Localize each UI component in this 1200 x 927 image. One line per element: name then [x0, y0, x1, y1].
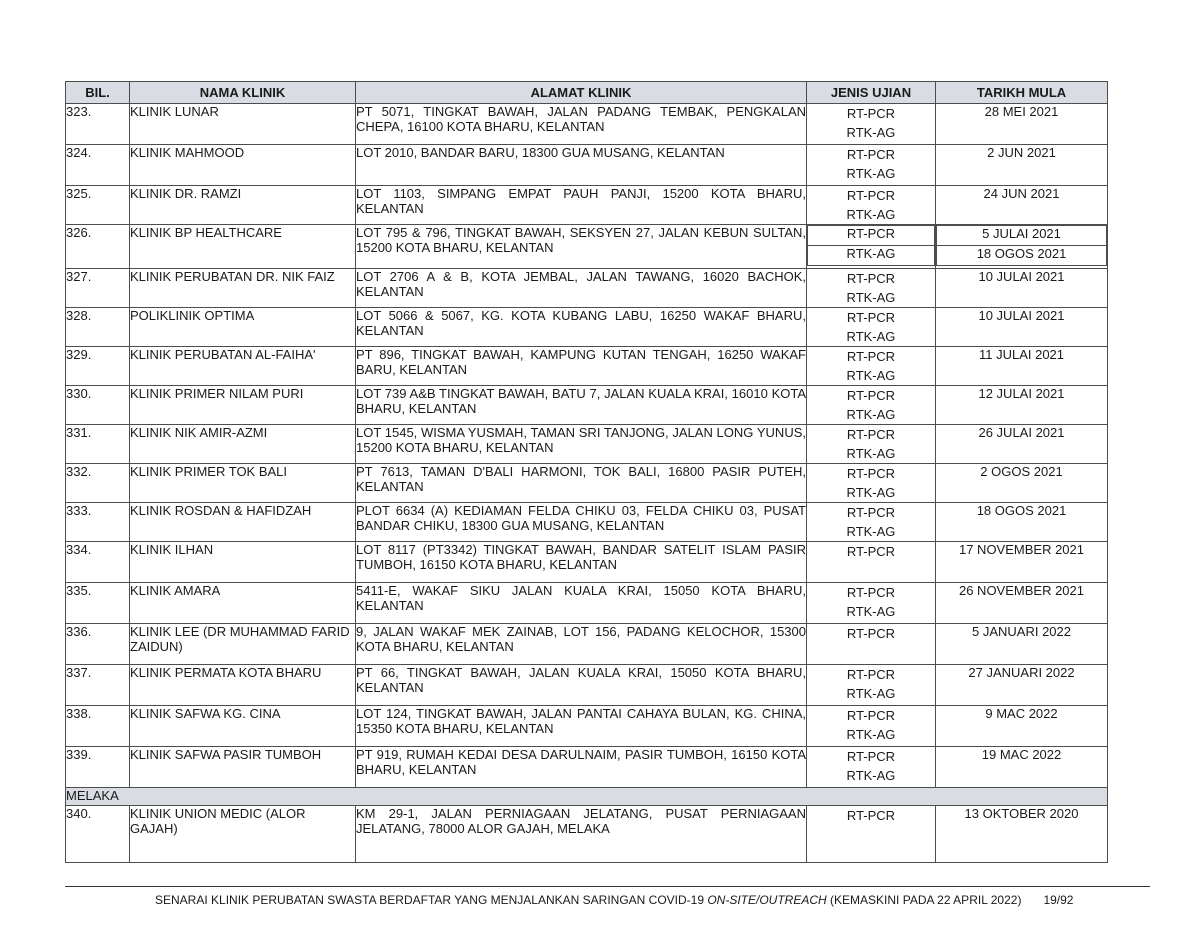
row-no: 330.	[66, 386, 130, 425]
row-no: 339.	[66, 747, 130, 788]
table-row	[66, 269, 1108, 308]
footer-text-date: (KEMASKINI PADA 22 APRIL 2022)	[826, 893, 1022, 907]
test-types	[807, 386, 936, 425]
start-date: 26 JULAI 2021	[936, 425, 1108, 464]
clinic-address: KM 29-1, JALAN PERNIAGAAN JELATANG, PUSAT PERNIAGAAN JELATANG, 78000 ALOR GAJAH, MELAKA	[356, 806, 807, 863]
row-no: 329.	[66, 347, 130, 386]
clinic-address: PT 5071, TINGKAT BAWAH, JALAN PADANG TEMBAK, PENGKALAN CHEPA, 16100 KOTA BHARU, KELANTAN	[356, 104, 807, 145]
clinic-name: KLINIK LEE (DR MUHAMMAD FARID ZAIDUN)	[130, 624, 356, 665]
clinic-name: KLINIK AMARA	[130, 583, 356, 624]
row-no: 326.	[66, 225, 130, 269]
start-date: 28 MEI 2021	[936, 104, 1108, 145]
test-types	[807, 706, 936, 747]
start-date: 24 JUN 2021	[936, 186, 1108, 225]
clinic-name: KLINIK DR. RAMZI	[130, 186, 356, 225]
section-row	[66, 788, 1108, 806]
test-type: RT-PCR	[846, 708, 896, 723]
test-type: RT-PCR	[846, 808, 896, 823]
test-type: RT-PCR	[846, 667, 896, 682]
start-date: 26 NOVEMBER 2021	[936, 583, 1108, 624]
start-date: 10 JULAI 2021	[936, 269, 1108, 308]
test-type: RTK-AG	[846, 125, 896, 140]
test-type: RTK-AG	[846, 368, 896, 383]
test-type: RT-PCR	[846, 388, 896, 403]
start-date: 5 JANUARI 2022	[936, 624, 1108, 665]
row-no: 324.	[66, 145, 130, 186]
row-no: 325.	[66, 186, 130, 225]
clinic-address: LOT 795 & 796, TINGKAT BAWAH, SEKSYEN 27, JALAN KEBUN SULTAN, 15200 KOTA BHARU, KELANTAN	[356, 225, 807, 269]
test-types	[807, 425, 936, 464]
test-type: RT-PCR	[846, 749, 896, 764]
table-row	[66, 665, 1108, 706]
test-types	[807, 269, 936, 308]
start-date: 10 JULAI 2021	[936, 308, 1108, 347]
start-date: 12 JULAI 2021	[936, 386, 1108, 425]
clinic-name: KLINIK SAFWA PASIR TUMBOH	[130, 747, 356, 788]
clinic-address: LOT 1103, SIMPANG EMPAT PAUH PANJI, 15200 KOTA BHARU, KELANTAN	[356, 186, 807, 225]
start-date: 5 JULAI 2021	[937, 226, 1107, 246]
row-no: 323.	[66, 104, 130, 145]
test-type: RTK-AG	[846, 727, 896, 742]
table-header-row	[66, 82, 1108, 104]
row-no: 337.	[66, 665, 130, 706]
table-row	[66, 145, 1108, 186]
table-row	[66, 706, 1108, 747]
test-type: RTK-AG	[808, 246, 935, 266]
start-date: 13 OKTOBER 2020	[936, 806, 1108, 863]
test-type: RTK-AG	[846, 485, 896, 500]
start-date: 19 MAC 2022	[936, 747, 1108, 788]
row-no: 336.	[66, 624, 130, 665]
test-type: RTK-AG	[846, 686, 896, 701]
header-test: JENIS UJIAN	[807, 82, 936, 104]
page-footer	[155, 893, 1073, 907]
start-date: 18 OGOS 2021	[937, 246, 1107, 266]
table-row	[66, 503, 1108, 542]
start-dates	[936, 225, 1108, 269]
table-row	[66, 104, 1108, 145]
test-types	[807, 583, 936, 624]
clinic-address: LOT 2010, BANDAR BARU, 18300 GUA MUSANG, KELANTAN	[356, 145, 807, 186]
footer-divider	[65, 886, 1150, 887]
clinic-name: KLINIK SAFWA KG. CINA	[130, 706, 356, 747]
test-types	[807, 624, 936, 665]
test-type: RT-PCR	[846, 585, 896, 600]
table-row	[66, 347, 1108, 386]
test-types	[807, 542, 936, 583]
table-row	[66, 186, 1108, 225]
clinic-name: KLINIK BP HEALTHCARE	[130, 225, 356, 269]
header-name: NAMA KLINIK	[130, 82, 356, 104]
table-row	[66, 225, 1108, 269]
table-row	[66, 308, 1108, 347]
row-no: 332.	[66, 464, 130, 503]
test-type: RT-PCR	[846, 505, 896, 520]
clinic-name: KLINIK PERMATA KOTA BHARU	[130, 665, 356, 706]
page-number: 19/92	[1043, 893, 1074, 907]
clinic-address: PT 7613, TAMAN D'BALI HARMONI, TOK BALI, 16800 PASIR PUTEH, KELANTAN	[356, 464, 807, 503]
test-types	[807, 665, 936, 706]
clinic-address: LOT 8117 (PT3342) TINGKAT BAWAH, BANDAR SATELIT ISLAM PASIR TUMBOH, 16150 KOTA BHARU, KELANTAN	[356, 542, 807, 583]
test-type: RTK-AG	[846, 207, 896, 222]
row-no: 333.	[66, 503, 130, 542]
clinic-address: LOT 124, TINGKAT BAWAH, JALAN PANTAI CAHAYA BULAN, KG. CHINA, 15350 KOTA BHARU, KELANTAN	[356, 706, 807, 747]
clinic-name: KLINIK NIK AMIR-AZMI	[130, 425, 356, 464]
start-date: 2 OGOS 2021	[936, 464, 1108, 503]
clinic-address: LOT 739 A&B TINGKAT BAWAH, BATU 7, JALAN KUALA KRAI, 16010 KOTA BHARU, KELANTAN	[356, 386, 807, 425]
table-row	[66, 542, 1108, 583]
test-type: RT-PCR	[846, 544, 896, 559]
test-types	[807, 503, 936, 542]
row-no: 340.	[66, 806, 130, 863]
clinic-name: KLINIK PRIMER NILAM PURI	[130, 386, 356, 425]
test-types	[807, 186, 936, 225]
start-date: 11 JULAI 2021	[936, 347, 1108, 386]
test-type: RT-PCR	[846, 626, 896, 641]
test-types	[807, 104, 936, 145]
clinic-name: KLINIK PRIMER TOK BALI	[130, 464, 356, 503]
test-type: RT-PCR	[846, 147, 896, 162]
clinic-name: KLINIK ROSDAN & HAFIDZAH	[130, 503, 356, 542]
clinic-address: PT 66, TINGKAT BAWAH, JALAN KUALA KRAI, 15050 KOTA BHARU, KELANTAN	[356, 665, 807, 706]
test-types	[807, 308, 936, 347]
row-no: 334.	[66, 542, 130, 583]
test-type: RT-PCR	[846, 466, 896, 481]
clinic-name: KLINIK LUNAR	[130, 104, 356, 145]
section-title: MELAKA	[66, 788, 1108, 806]
clinic-table	[65, 81, 1108, 863]
table-row	[66, 386, 1108, 425]
row-no: 338.	[66, 706, 130, 747]
row-no: 327.	[66, 269, 130, 308]
test-types	[807, 464, 936, 503]
test-type: RTK-AG	[846, 407, 896, 422]
clinic-name: KLINIK MAHMOOD	[130, 145, 356, 186]
test-types	[807, 145, 936, 186]
clinic-address: LOT 5066 & 5067, KG. KOTA KUBANG LABU, 16250 WAKAF BHARU, KELANTAN	[356, 308, 807, 347]
test-type: RT-PCR	[808, 226, 935, 246]
test-type: RTK-AG	[846, 446, 896, 461]
table-row	[66, 425, 1108, 464]
test-type: RT-PCR	[846, 188, 896, 203]
clinic-name: KLINIK ILHAN	[130, 542, 356, 583]
test-type: RT-PCR	[846, 271, 896, 286]
header-address: ALAMAT KLINIK	[356, 82, 807, 104]
test-types	[807, 806, 936, 863]
test-type: RTK-AG	[846, 604, 896, 619]
clinic-address: PT 919, RUMAH KEDAI DESA DARULNAIM, PASIR TUMBOH, 16150 KOTA BHARU, KELANTAN	[356, 747, 807, 788]
test-type: RT-PCR	[846, 427, 896, 442]
table-row	[66, 583, 1108, 624]
test-type: RTK-AG	[846, 768, 896, 783]
clinic-address: LOT 2706 A & B, KOTA JEMBAL, JALAN TAWANG, 16020 BACHOK, KELANTAN	[356, 269, 807, 308]
test-type: RTK-AG	[846, 524, 896, 539]
row-no: 328.	[66, 308, 130, 347]
start-date: 18 OGOS 2021	[936, 503, 1108, 542]
test-type: RT-PCR	[846, 106, 896, 121]
clinic-address: PT 896, TINGKAT BAWAH, KAMPUNG KUTAN TENGAH, 16250 WAKAF BARU, KELANTAN	[356, 347, 807, 386]
header-date: TARIKH MULA	[936, 82, 1108, 104]
footer-text-italic: ON-SITE/OUTREACH	[707, 893, 827, 907]
test-type: RT-PCR	[846, 310, 896, 325]
test-types	[807, 225, 936, 269]
clinic-name: KLINIK PERUBATAN DR. NIK FAIZ	[130, 269, 356, 308]
footer-text: SENARAI KLINIK PERUBATAN SWASTA BERDAFTAR YANG MENJALANKAN SARINGAN COVID-19	[155, 893, 708, 907]
row-no: 331.	[66, 425, 130, 464]
start-date: 27 JANUARI 2022	[936, 665, 1108, 706]
row-no: 335.	[66, 583, 130, 624]
test-type: RTK-AG	[846, 329, 896, 344]
header-no: BIL.	[66, 82, 130, 104]
test-types	[807, 347, 936, 386]
test-types	[807, 747, 936, 788]
clinic-name: KLINIK PERUBATAN AL-FAIHA'	[130, 347, 356, 386]
test-type: RT-PCR	[846, 349, 896, 364]
start-date: 9 MAC 2022	[936, 706, 1108, 747]
clinic-name: KLINIK UNION MEDIC (ALOR GAJAH)	[130, 806, 356, 863]
clinic-address: LOT 1545, WISMA YUSMAH, TAMAN SRI TANJONG, JALAN LONG YUNUS, 15200 KOTA BHARU, KELANTAN	[356, 425, 807, 464]
clinic-name: POLIKLINIK OPTIMA	[130, 308, 356, 347]
clinic-address: PLOT 6634 (A) KEDIAMAN FELDA CHIKU 03, FELDA CHIKU 03, PUSAT BANDAR CHIKU, 18300 GUA MUSANG, KELANTAN	[356, 503, 807, 542]
table-row	[66, 624, 1108, 665]
clinic-address: 5411-E, WAKAF SIKU JALAN KUALA KRAI, 15050 KOTA BHARU, KELANTAN	[356, 583, 807, 624]
start-date: 2 JUN 2021	[936, 145, 1108, 186]
clinic-address: 9, JALAN WAKAF MEK ZAINAB, LOT 156, PADANG KELOCHOR, 15300 KOTA BHARU, KELANTAN	[356, 624, 807, 665]
test-type: RTK-AG	[846, 290, 896, 305]
table-row	[66, 747, 1108, 788]
start-date: 17 NOVEMBER 2021	[936, 542, 1108, 583]
test-type: RTK-AG	[846, 166, 896, 181]
table-row	[66, 464, 1108, 503]
table-row	[66, 806, 1108, 863]
